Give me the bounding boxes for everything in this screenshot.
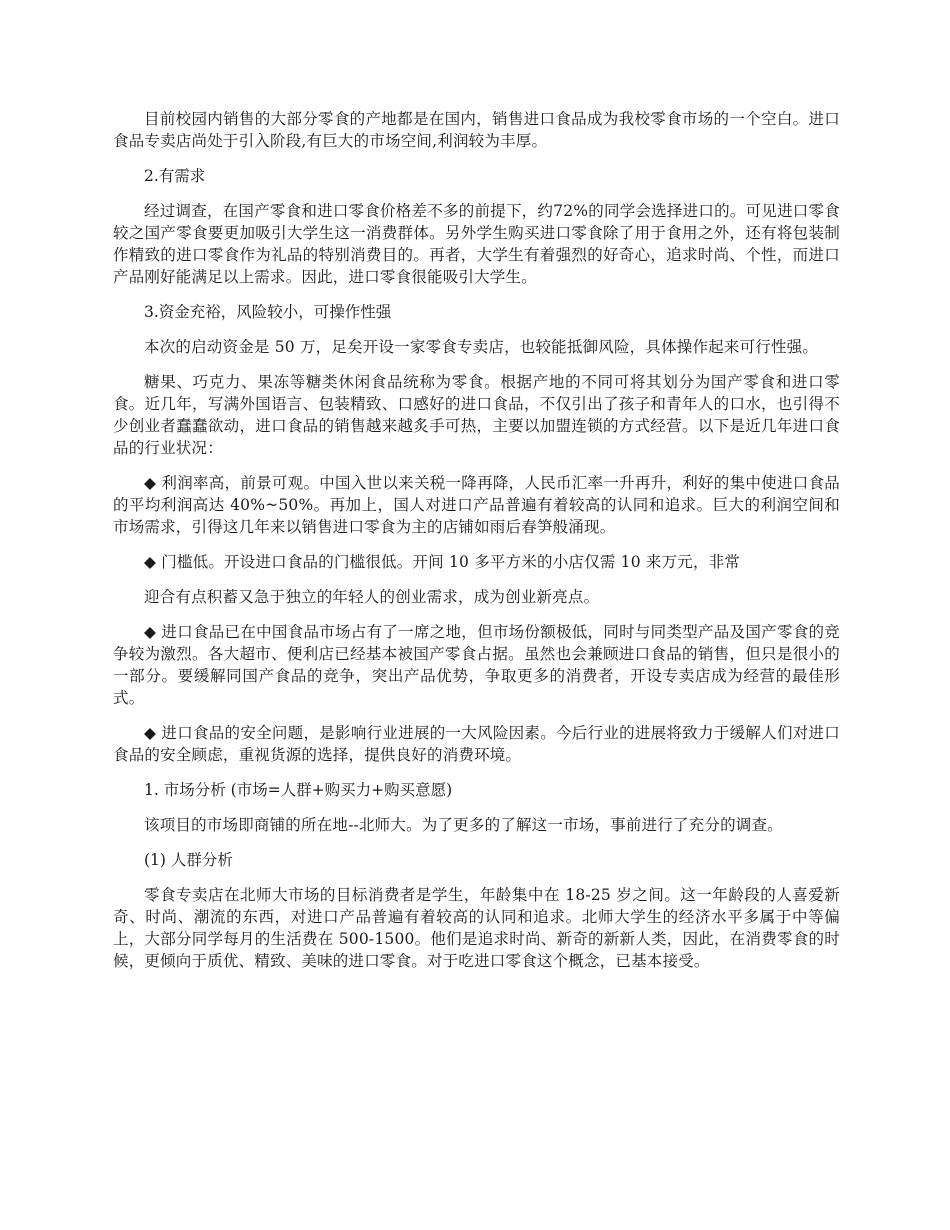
paragraph-startup-capital: 本次的启动资金是 50 万，足矣开设一家零食专卖店，也较能抵御风险，具体操作起来可行性强。 [144, 338, 819, 356]
paragraph-campus-market-gap: 目前校园内销售的大部分零食的产地都是在国内，销售进口食品成为我校零食市场的一个空白。进口食品专卖店尚处于引入阶段,有巨大的市场空间,利润较为丰厚。 [113, 110, 840, 150]
bullet-high-profit: ◆ 利润率高，前景可观。中国入世以来关税一降再降，人民币汇率一升再升，利好的集中使进口食品的平均利润高达 40%~50%。再加上，国人对进口产品普遍有着较高的认同和追求。巨大的利润空间和市场需求，引得这几年来以销售进口零食为主的店铺如雨后春笋般涌现。 [113, 474, 840, 536]
paragraph-young-entrepreneurs: 迎合有点积蓄又急于独立的年轻人的创业需求，成为创业新亮点。 [144, 588, 600, 606]
paragraph-target-consumers: 零食专卖店在北师大市场的目标消费者是学生，年龄集中在 18-25 岁之间。这一年龄段的人喜爱新奇、时尚、潮流的东西，对进口产品普遍有着较高的认同和追求。北师大学生的经济水平多属于中等偏上，大部分同学每月的生活费在 500-1500。他们是追求时尚、新奇的新新人类，因此，在消费零食的时候，更倾向于质优、精致、美味的进口零食。对于吃进口零食这个概念，已基本接受。 [113, 886, 840, 970]
document-body [113, 108, 840, 985]
heading-crowd-analysis: (1) 人群分析 [144, 851, 233, 869]
paragraph-snack-industry: 糖果、巧克力、果冻等糖类休闲食品统称为零食。根据产地的不同可将其划分为国产零食和进口零食。近几年，写满外国语言、包装精致、口感好的进口食品，不仅引出了孩子和青年人的口水，也引得不少创业者蠢蠢欲动，进口食品的销售越来越炙手可热，主要以加盟连锁的方式经营。以下是近几年进口食品的行业状况： [113, 373, 840, 457]
bullet-low-threshold: ◆ 门槛低。开设进口食品的门槛很低。开间 10 多平方米的小店仅需 10 来万元，非常 [144, 553, 741, 571]
heading-funding-risk: 3.资金充裕，风险较小，可操作性强 [144, 303, 392, 321]
bullet-competition: ◆ 进口食品已在中国食品市场占有了一席之地，但市场份额极低，同时与同类型产品及国产零食的竞争较为激烈。各大超市、便利店已经基本被国产零食占据。虽然也会兼顾进口食品的销售，但只是很小的一部分。要缓解同国产食品的竞争，突出产品优势，争取更多的消费者，开设专卖店成为经营的最佳形式。 [113, 623, 840, 707]
paragraph-survey-result: 经过调查，在国产零食和进口零食价格差不多的前提下，约72%的同学会选择进口的。可见进口零食较之国产零食要更加吸引大学生这一消费群体。另外学生购买进口零食除了用于食用之外，还有将包装制作精致的进口零食作为礼品的特别消费目的。再者，大学生有着强烈的好奇心，追求时尚、个性，而进口产品刚好能满足以上需求。因此，进口零食很能吸引大学生。 [113, 202, 840, 286]
heading-market-analysis: 1. 市场分析 (市场=人群+购买力+购买意愿) [144, 781, 453, 799]
paragraph-market-location: 该项目的市场即商铺的所在地--北师大。为了更多的了解这一市场，事前进行了充分的调查。 [144, 816, 783, 834]
bullet-food-safety: ◆ 进口食品的安全问题，是影响行业进展的一大风险因素。今后行业的进展将致力于缓解人们对进口食品的安全顾虑，重视货源的选择，提供良好的消费环境。 [113, 724, 840, 764]
heading-demand: 2.有需求 [144, 167, 206, 185]
